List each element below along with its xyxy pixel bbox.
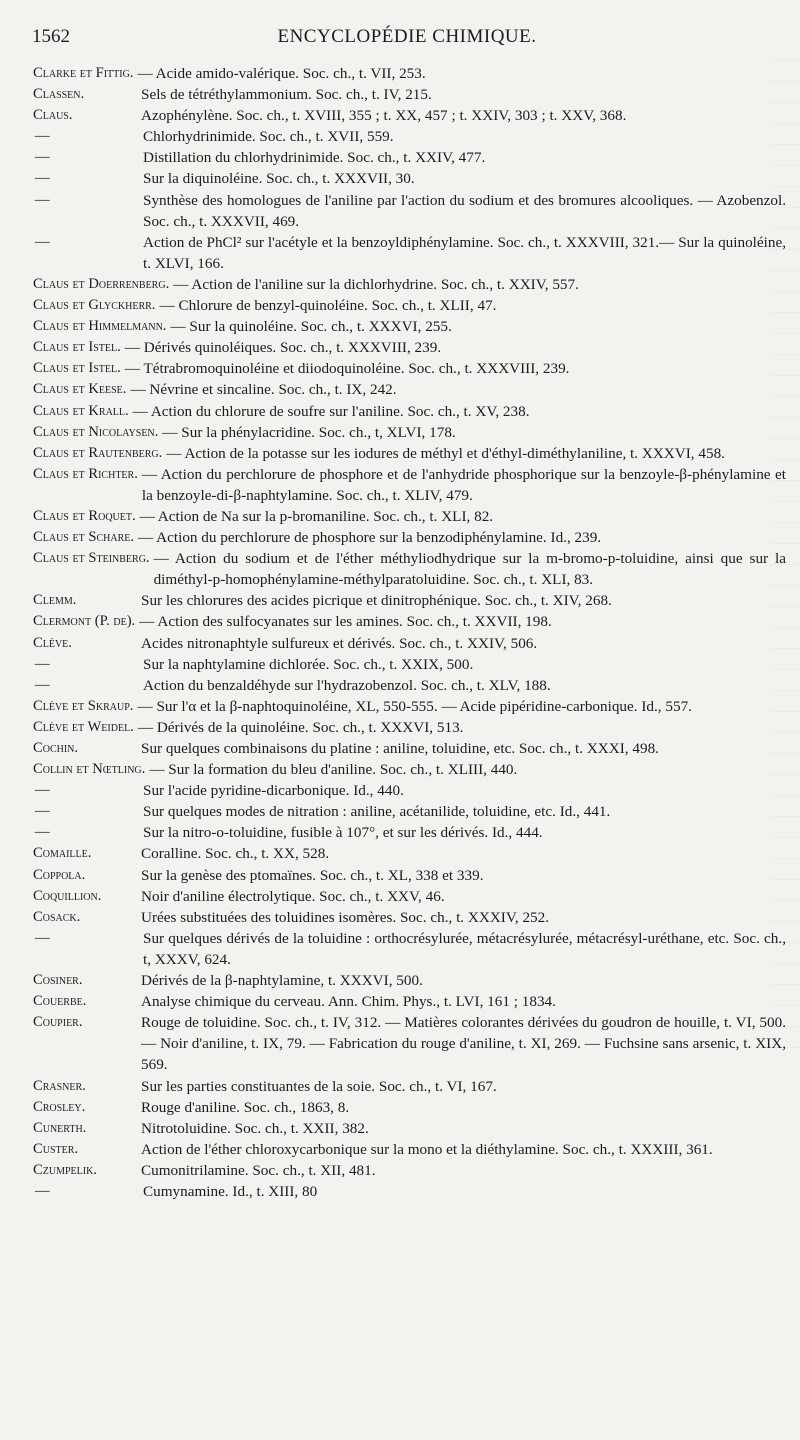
entry-author: Coupier. — [33, 1014, 83, 1031]
entry-author: Clève et Skraup. — [33, 697, 134, 714]
entry-text: Sur les parties constituantes de la soie. Soc. ch., t. VI, 167. — [141, 1077, 497, 1095]
entry-text: — Sur l'α et la β-naphtoquinoléine, XL, 550-555. — Acide pipéridine-carbonique. Id., 557. — [137, 697, 692, 715]
entry-text: — Dérivés quinoléiques. Soc. ch., t. XXXVIII, 239. — [124, 339, 442, 357]
entry-text: — Sur la formation du bleu d'aniline. Soc. ch., t. XLIII, 440. — [149, 761, 518, 779]
entry-text: Nitrotoluidine. Soc. ch., t. XXII, 382. — [141, 1119, 369, 1137]
entry-text: Chlorhydrinimide. Soc. ch., t. XVII, 559. — [143, 128, 394, 146]
entry-author: Clève. — [33, 634, 72, 651]
entry-author: Claus et Krall. — [33, 402, 129, 419]
entry-author: Comaille. — [33, 845, 92, 862]
bibliography-entry — [33, 190, 786, 232]
bibliography-entry — [33, 422, 786, 443]
entry-author: Claus et Istel. — [33, 339, 121, 356]
entry-text: — Sur la phénylacridine. Soc. ch., t, XLVI, 178. — [162, 423, 456, 441]
entry-author: Custer. — [33, 1140, 79, 1157]
entry-author: — — [35, 149, 50, 166]
entry-text: — Action de l'aniline sur la dichlorhydrine. Soc. ch., t. XXIV, 557. — [173, 275, 579, 293]
entry-text: — Action de Na sur la p-bromaniline. Soc. ch., t. XLI, 82. — [139, 507, 494, 525]
bibliography-entry — [33, 168, 786, 189]
entry-author: — — [35, 782, 50, 799]
entry-text: — Action des sulfocyanates sur les amines. Soc. ch., t. XXVII, 198. — [139, 613, 552, 631]
bibliography-entry — [33, 105, 786, 126]
entry-text: Rouge de toluidine. Soc. ch., t. IV, 312. — Matières colorantes dérivées du goudron de houille, t. VI, 500. — Noir d'aniline, t. IX, 79. — Fabrication du rouge d'aniline, t. XI, 269. — Fuchsine sans arsenic, t. XIX, 569. — [141, 1014, 786, 1074]
entry-author: Cunerth. — [33, 1119, 87, 1136]
entry-text: — Action du perchlorure de phosphore et de l'anhydride phosphorique sur la benzoyle-β-phénylamine et la benzoyle-di-β-naphtylamine. Soc. ch., t. XLIV, 479. — [141, 465, 786, 504]
entry-text: Distillation du chlorhydrinimide. Soc. ch., t. XXIV, 477. — [143, 149, 486, 167]
entry-author: — — [35, 824, 50, 841]
bibliography-entry — [33, 527, 786, 548]
bibliography-entry — [33, 611, 786, 632]
entry-author: Claus et Roquet. — [33, 507, 136, 524]
entry-text: Action de PhCl² sur l'acétyle et la benzoyldiphénylamine. Soc. ch., t. XXXVIII, 321.— Sur la quinoléine, t. XLVI, 166. — [143, 233, 786, 272]
bibliography-entry — [33, 274, 786, 295]
entry-text: — Action du perchlorure de phosphore sur la benzodiphénylamine. Id., 239. — [138, 529, 602, 547]
bibliography-entry — [33, 1097, 786, 1118]
entry-text: Noir d'aniline électrolytique. Soc. ch., t. XXV, 46. — [141, 887, 445, 905]
entry-text: — Action du sodium et de l'éther méthyliodhydrique sur la m-bromo-p-toluidine, ainsi que sur la diméthyl-p-homophénylamine-méthylparatoluidine. Soc. ch., t. XLI, 83. — [153, 550, 786, 589]
entry-text: Sur quelques modes de nitration : aniline, acétanilide, toluidine, etc. Id., 441. — [143, 803, 611, 821]
running-title: ENCYCLOPÉDIE CHIMIQUE. — [277, 26, 537, 47]
entry-author: Clarke et Fittig. — [33, 65, 134, 81]
entry-author: Claus et Istel. — [33, 360, 121, 377]
bibliography-entry — [33, 865, 786, 886]
entry-author: Claus et Keese. — [33, 381, 127, 398]
entry-author: Claus et Himmelmann. — [33, 318, 167, 335]
entry-author: — — [35, 655, 50, 672]
bibliography-entry — [33, 717, 786, 738]
bibliography-entry — [33, 759, 786, 780]
bibliography-entry — [33, 443, 786, 464]
bibliography-entry — [33, 358, 786, 379]
page-header — [32, 26, 782, 52]
entry-author: — — [35, 233, 50, 250]
bibliography-entry — [33, 1012, 786, 1075]
entry-author: Claus et Richter. — [33, 465, 138, 482]
bibliography-entry — [33, 232, 786, 274]
entry-text: Coralline. Soc. ch., t. XX, 528. — [141, 845, 330, 863]
entry-author: Crosley. — [33, 1098, 86, 1115]
entry-author: Couerbe. — [33, 993, 87, 1010]
entry-text: Urées substituées des toluidines isomères. Soc. ch., t. XXXIV, 252. — [141, 908, 550, 926]
entry-author: Claus et Rautenberg. — [33, 444, 163, 461]
entry-text: — Tétrabromoquinoléine et diiodoquinoléine. Soc. ch., t. XXXVIII, 239. — [124, 360, 570, 378]
bibliography-entry — [33, 970, 786, 991]
bibliography-entry — [33, 337, 786, 358]
entry-author: Clève et Weidel. — [33, 718, 134, 735]
bibliography-entry — [33, 316, 786, 337]
bibliography-entry — [33, 379, 786, 400]
bibliography-entry — [33, 738, 786, 759]
bibliography-entry — [33, 1181, 786, 1202]
entry-text: Cumonitrilamine. Soc. ch., t. XII, 481. — [141, 1161, 376, 1179]
bibliography-entry — [33, 63, 786, 84]
entry-author: Cosack. — [33, 908, 81, 925]
bibliography-entry — [33, 295, 786, 316]
entry-author: Clemm. — [33, 592, 77, 609]
entry-text: Sur la nitro-o-toluidine, fusible à 107°, et sur les dérivés. Id., 444. — [143, 824, 543, 842]
entry-text: — Chlorure de benzyl-quinoléine. Soc. ch., t. XLII, 47. — [159, 297, 497, 315]
entry-author: — — [35, 191, 50, 208]
bibliography-entry — [33, 1139, 786, 1160]
entry-author: Claus et Glyckherr. — [33, 297, 156, 314]
entry-text: Sur l'acide pyridine-dicarbonique. Id., 440. — [143, 782, 404, 800]
entry-author: — — [35, 128, 50, 145]
bibliography-entry — [33, 696, 786, 717]
entry-author: Claus. — [33, 107, 73, 124]
entry-author: Claus et Schare. — [33, 529, 135, 546]
entry-author: Collin et Nœtling. — [33, 761, 146, 778]
entry-text: Synthèse des homologues de l'aniline par l'action du sodium et des bromures alcooliques. — Azobenzol. Soc. ch., t. XXXVII, 469. — [143, 191, 786, 230]
entry-text: Azophénylène. Soc. ch., t. XVIII, 355 ; t. XX, 457 ; t. XXIV, 303 ; t. XXV, 368. — [141, 107, 627, 125]
entry-text: — Acide amido-valérique. Soc. ch., t. VII, 253. — [137, 65, 426, 82]
entry-text: Rouge d'aniline. Soc. ch., 1863, 8. — [141, 1098, 350, 1116]
entry-author: Czumpelik. — [33, 1161, 97, 1178]
entry-author: Claus et Doerrenberg. — [33, 275, 170, 292]
bibliography-entry — [33, 84, 786, 105]
entry-author: Coppola. — [33, 866, 86, 883]
bibliography-entry — [33, 464, 786, 506]
entry-text: Action du benzaldéhyde sur l'hydrazobenzol. Soc. ch., t. XLV, 188. — [143, 676, 551, 694]
entry-text: Dérivés de la β-naphtylamine, t. XXXVI, 500. — [141, 972, 423, 990]
bibliography-entry — [33, 506, 786, 527]
bibliography-entry — [33, 590, 786, 611]
entry-text: Cumynamine. Id., t. XIII, 80 — [143, 1182, 318, 1200]
bibliography-entry — [33, 928, 786, 970]
entry-author: Coquillion. — [33, 887, 102, 904]
bibliography-entry — [33, 907, 786, 928]
bibliography-entry — [33, 675, 786, 696]
entry-author: Clermont (P. de). — [33, 613, 136, 630]
entry-text: Analyse chimique du cerveau. Ann. Chim. Phys., t. LVI, 161 ; 1834. — [141, 993, 556, 1011]
entry-text: Sur quelques combinaisons du platine : aniline, toluidine, etc. Soc. ch., t. XXXI, 498. — [141, 740, 659, 757]
entry-text: — Névrine et sincaline. Soc. ch., t. IX, 242. — [130, 381, 397, 399]
entry-text: — Sur la quinoléine. Soc. ch., t. XXXVI, 255. — [170, 318, 452, 336]
entry-author: — — [35, 803, 50, 820]
entry-author: — — [35, 929, 50, 946]
entry-text: Acides nitronaphtyle sulfureux et dérivés. Soc. ch., t. XXIV, 506. — [141, 634, 538, 652]
bibliography-entry — [33, 633, 786, 654]
entry-text: Sels de tétréthylammonium. Soc. ch., t. IV, 215. — [141, 86, 432, 104]
bibliography-entry — [33, 548, 786, 590]
bibliography-entry — [33, 801, 786, 822]
bibliography-entry — [33, 780, 786, 801]
entry-text: Sur les chlorures des acides picrique et dinitrophénique. Soc. ch., t. XIV, 268. — [141, 592, 612, 610]
entry-author: — — [35, 676, 50, 693]
entry-author: Crasner. — [33, 1077, 86, 1094]
bibliography-entry — [33, 991, 786, 1012]
entry-text: — Action de la potasse sur les iodures de méthyl et d'éthyl-diméthylaniline, t. XXXVI, 458. — [166, 444, 725, 462]
bibliography-entry — [33, 822, 786, 843]
page-number: 1562 — [32, 26, 70, 47]
entry-text: Sur la diquinoléine. Soc. ch., t. XXXVII, 30. — [143, 170, 415, 188]
entry-text: Action de l'éther chloroxycarbonique sur la mono et la diéthylamine. Soc. ch., t. XXXIII, 361. — [141, 1140, 713, 1158]
entry-author: Classen. — [33, 86, 85, 103]
bibliography-entry — [33, 886, 786, 907]
entry-author: Cochin. — [33, 740, 79, 756]
bibliography-entry — [33, 654, 786, 675]
entry-text: Sur quelques dérivés de la toluidine : orthocrésylurée, métacrésylurée, métacrésyl-uréthane, etc. Soc. ch., t, XXXV, 624. — [143, 929, 786, 968]
entry-text: Sur la naphtylamine dichlorée. Soc. ch., t. XXIX, 500. — [143, 655, 474, 673]
entry-text: — Dérivés de la quinoléine. Soc. ch., t. XXXVI, 513. — [137, 718, 464, 736]
entry-author: Claus et Nicolaysen. — [33, 423, 159, 440]
bibliography-list — [33, 63, 786, 1202]
entry-text: Sur la genèse des ptomaïnes. Soc. ch., t. XL, 338 et 339. — [141, 866, 484, 884]
bibliography-entry — [33, 1160, 786, 1181]
entry-author: Claus et Steinberg. — [33, 550, 150, 567]
entry-author: — — [35, 1182, 50, 1199]
bibliography-entry — [33, 1118, 786, 1139]
bibliography-entry — [33, 126, 786, 147]
entry-author: Cosiner. — [33, 972, 83, 989]
bibliography-entry — [33, 401, 786, 422]
entry-text: — Action du chlorure de soufre sur l'aniline. Soc. ch., t. XV, 238. — [132, 402, 530, 420]
bibliography-entry — [33, 1076, 786, 1097]
entry-author: — — [35, 170, 50, 187]
bibliography-entry — [33, 147, 786, 168]
bibliography-entry — [33, 843, 786, 864]
